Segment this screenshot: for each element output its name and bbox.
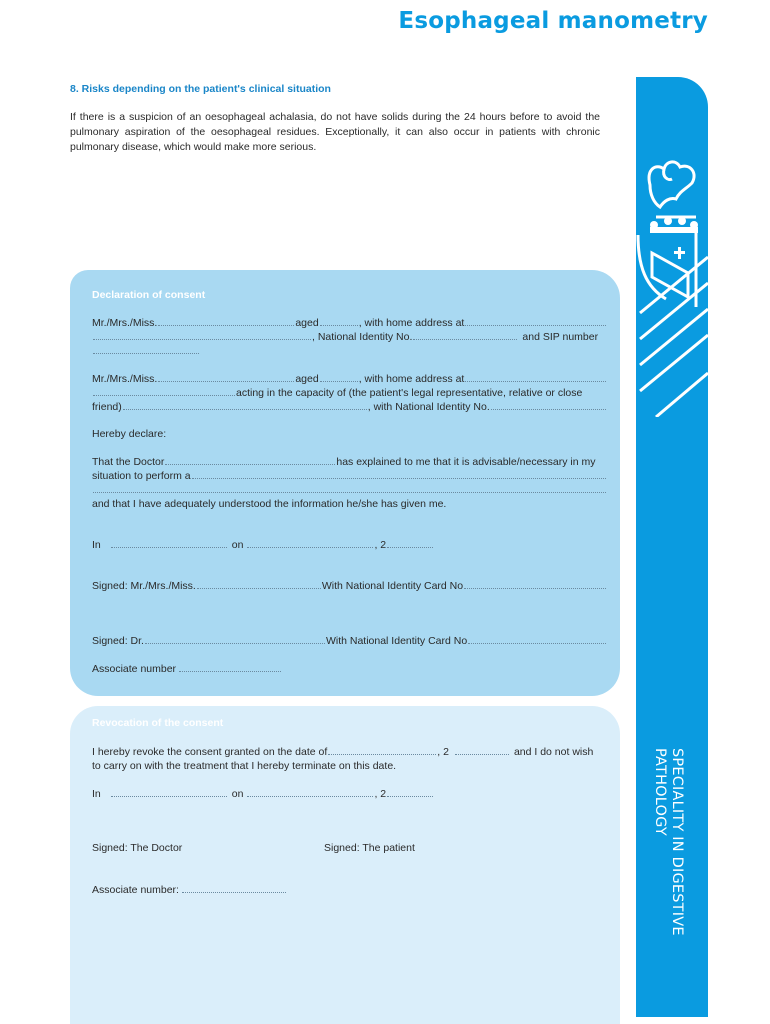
page-title: Esophageal manometry xyxy=(398,8,708,34)
revocation-panel xyxy=(70,706,620,1024)
associate-number-line: Associate number xyxy=(92,662,607,676)
representative-line-2: acting in the capacity of (the patient's legal representative, relative or close xyxy=(92,386,607,400)
revoke-place-field[interactable] xyxy=(111,787,227,797)
procedure-cont-field[interactable] xyxy=(93,483,606,493)
doctor-name-field[interactable] xyxy=(165,455,335,465)
revoke-year-field[interactable] xyxy=(455,745,509,755)
revoke-associate-line: Associate number: xyxy=(92,883,607,897)
year-field[interactable] xyxy=(387,538,433,548)
procedure-field[interactable] xyxy=(192,469,606,479)
patient-age-field[interactable] xyxy=(320,316,358,326)
place-date-line: In on , 2 xyxy=(92,538,607,552)
revoke-associate-field[interactable] xyxy=(182,883,286,893)
revoke-place-date-line: In on , 2 xyxy=(92,787,607,801)
revoke-signatures-line: Signed: The Doctor Signed: The patient xyxy=(92,842,415,854)
representative-national-id-field[interactable] xyxy=(491,400,606,410)
date-field[interactable] xyxy=(247,538,373,548)
revoke-line-1: I hereby revoke the consent granted on the date of , 2 and I do not wish xyxy=(92,746,594,758)
signed-doctor-line: Signed: Dr. With National Identity Card No xyxy=(92,634,607,648)
patient-name-field[interactable] xyxy=(158,316,294,326)
hereby-declare: Hereby declare: xyxy=(92,428,167,440)
sidebar-specialty-label: SPECIALITY IN DIGESTIVE PATHOLOGY xyxy=(652,748,685,936)
risks-heading: 8. Risks depending on the patient's clinical situation xyxy=(70,83,331,95)
heraldic-emblem-icon xyxy=(636,77,708,417)
patient-signature-field[interactable] xyxy=(197,579,321,589)
patient-line-3 xyxy=(92,344,607,354)
representative-age-field[interactable] xyxy=(320,372,358,382)
patient-address-cont-field[interactable] xyxy=(93,330,311,340)
patient-id-card-field[interactable] xyxy=(464,579,606,589)
revocation-heading: Revocation of the consent xyxy=(92,717,224,729)
doctor-line-3 xyxy=(92,483,607,493)
representative-line-3: friend) , with National Identity No. xyxy=(92,400,607,414)
doctor-signature-field[interactable] xyxy=(145,634,325,644)
representative-line-1: Mr./Mrs./Miss. aged , with home address at xyxy=(92,372,607,386)
revoke-on-date-field[interactable] xyxy=(247,787,373,797)
patient-line-2: , National Identity No. and SIP number xyxy=(92,330,607,344)
risks-paragraph: If there is a suspicion of an oesophageal achalasia, do not have solids during the 24 hours before to avoid the pulmonary aspiration of the oesophageal residues. Exceptionally, it can also occur in patients with chronic pulmonary disease, which would make more serious. xyxy=(70,111,600,153)
representative-address-cont-field[interactable] xyxy=(93,386,235,396)
doctor-line-1: That the Doctor has explained to me that it is advisable/necessary in my xyxy=(92,456,596,468)
patient-sip-field[interactable] xyxy=(93,344,199,354)
revoke-on-year-field[interactable] xyxy=(387,787,433,797)
patient-line-1: Mr./Mrs./Miss. aged , with home address at xyxy=(92,316,607,330)
revoke-line-2: to carry on with the treatment that I hereby terminate on this date. xyxy=(92,760,397,772)
declaration-heading: Declaration of consent xyxy=(92,289,206,301)
relationship-field[interactable] xyxy=(123,400,367,410)
revoke-date-field[interactable] xyxy=(328,745,436,755)
doctor-line-2: situation to perform a xyxy=(92,469,607,483)
signed-patient-line: Signed: Mr./Mrs./Miss. With National Identity Card No xyxy=(92,579,607,593)
associate-number-field[interactable] xyxy=(179,662,281,672)
understood-statement: and that I have adequately understood the information he/she has given me. xyxy=(92,498,447,510)
doctor-id-card-field[interactable] xyxy=(468,634,606,644)
patient-address-field[interactable] xyxy=(465,316,606,326)
declaration-panel xyxy=(70,270,620,696)
representative-address-field[interactable] xyxy=(465,372,606,382)
representative-name-field[interactable] xyxy=(158,372,294,382)
place-field[interactable] xyxy=(111,538,227,548)
patient-national-id-field[interactable] xyxy=(413,330,517,340)
